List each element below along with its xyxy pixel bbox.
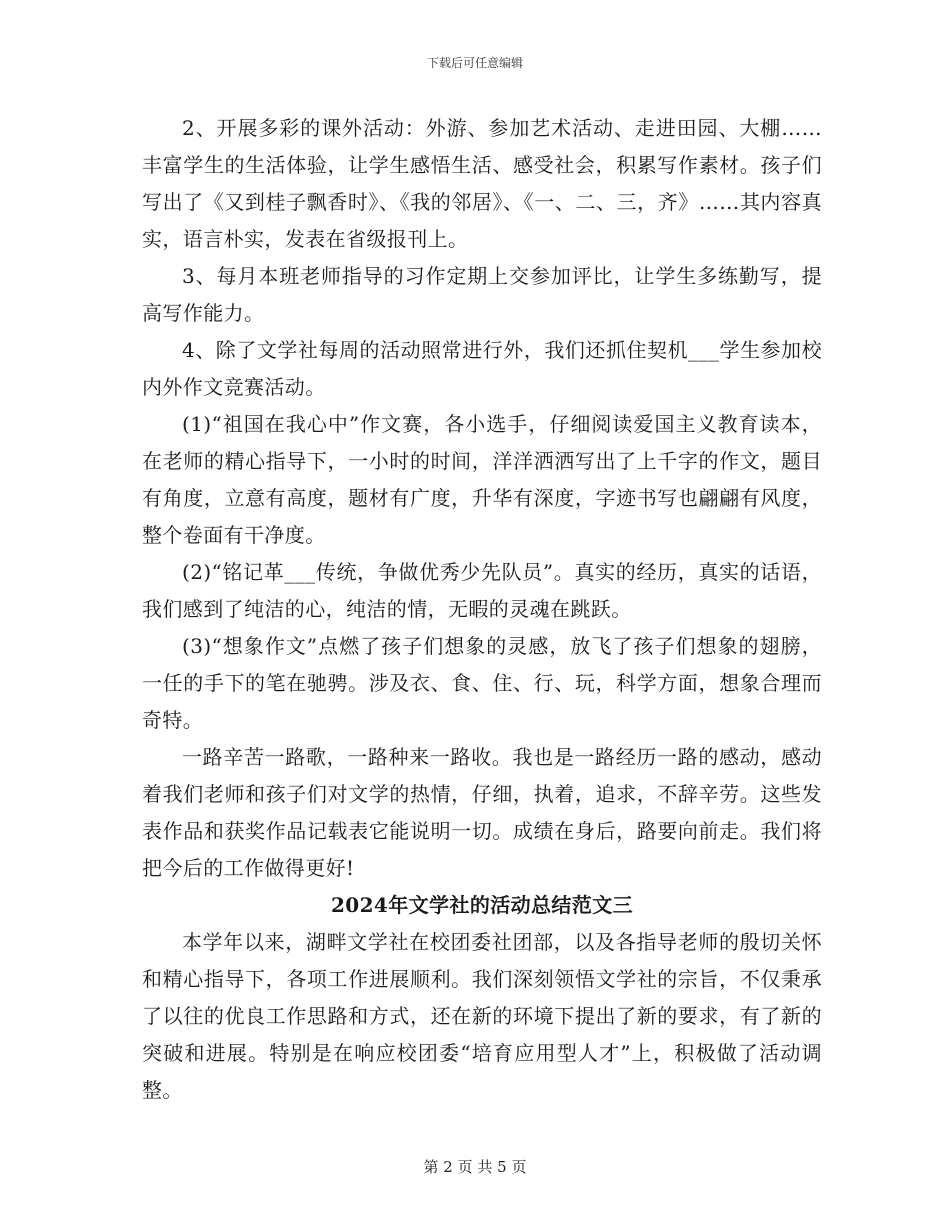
section-title: 2024年文学社的活动总结范文三 xyxy=(330,893,634,917)
paragraph-activities: 2、开展多彩的课外活动：外游、参加艺术活动、走进田园、大棚……丰富学生的生活体验，让学生感悟生活、感受社会，积累写作素材。孩子们写出了《又到桂子飘香时》、《我的邻居》、《一、二、三，齐》……其内容真实，语言朴实，发表在省级报刊上。 xyxy=(142,116,822,251)
document-body xyxy=(142,110,822,1109)
paragraph-conclusion: 一路辛苦一路歌，一路种来一路收。我也是一路经历一路的感动，感动着我们老师和孩子们对文学的热情，仔细，执着，追求，不辞辛劳。这些发表作品和获奖作品记载表它能说明一切。成绩在身后，路要向前走。我们将把今后的工作做得更好! xyxy=(142,745,822,880)
paragraph-competition-3: (3)“想象作文”点燃了孩子们想象的灵感，放飞了孩子们想象的翅膀，一任的手下的笔在驰骋。涉及衣、食、住、行、玩，科学方面，想象合理而奇特。 xyxy=(142,634,822,732)
paragraph-section-intro: 本学年以来，湖畔文学社在校团委社团部，以及各指导老师的殷切关怀和精心指导下，各项工作进展顺利。我们深刻领悟文学社的宗旨，不仅秉承了以往的优良工作思路和方式，还在新的环境下提出了新的要求，有了新的突破和进展。特别是在响应校团委“培育应用型人才”上，积极做了活动调整。 xyxy=(142,930,822,1102)
paragraph-competition-1: (1)“祖国在我心中”作文赛，各小选手，仔细阅读爱国主义教育读本，在老师的精心指导下，一小时的时间，洋洋洒洒写出了上千字的作文，题目有角度，立意有高度，题材有广度，升华有深度，字迹书写也翩翩有风度，整个卷面有干净度。 xyxy=(142,412,822,547)
page-footer: 第 2 页 共 5 页 xyxy=(423,1158,527,1176)
paragraph-monthly-review: 3、每月本班老师指导的习作定期上交参加评比，让学生多练勤写，提高写作能力。 xyxy=(142,264,822,325)
paragraph-competitions: 4、除了文学社每周的活动照常进行外，我们还抓住契机___学生参加校内外作文竞赛活动。 xyxy=(142,338,822,399)
page-header: 下载后可任意编辑 xyxy=(426,56,523,70)
paragraph-competition-2: (2)“铭记革___传统，争做优秀少先队员”。真实的经历，真实的话语，我们感到了纯洁的心，纯洁的情，无暇的灵魂在跳跃。 xyxy=(142,560,822,621)
